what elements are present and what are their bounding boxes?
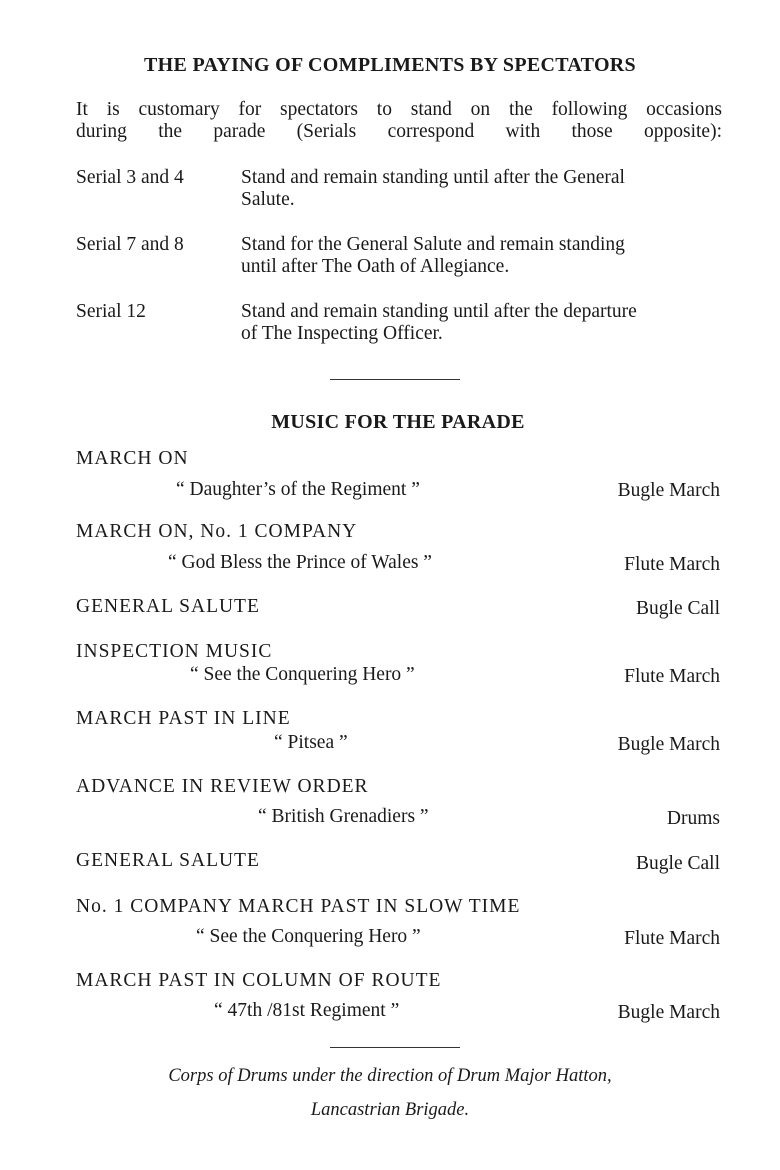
music-heading: ADVANCE IN REVIEW ORDER	[76, 776, 369, 797]
music-type: Flute March	[624, 554, 720, 575]
music-heading: MARCH PAST IN LINE	[76, 708, 291, 729]
music-heading: No. 1 COMPANY MARCH PAST IN SLOW TIME	[76, 896, 521, 917]
serial-text-line: Stand and remain standing until after the departure	[241, 301, 637, 322]
music-heading: GENERAL SALUTE	[76, 596, 260, 617]
credit-line-1: Corps of Drums under the direction of Drum Major Hatton,	[168, 1066, 612, 1086]
serial-label: Serial 7 and 8	[76, 234, 184, 255]
serial-text	[241, 234, 722, 278]
music-tune: “ Daughter’s of the Regiment ”	[176, 479, 420, 500]
serial-text-line: Stand and remain standing until after the General	[241, 167, 625, 188]
music-heading: GENERAL SALUTE	[76, 850, 260, 871]
compliments-title: THE PAYING OF COMPLIMENTS BY SPECTATORS	[144, 54, 636, 76]
music-type: Bugle Call	[636, 853, 720, 874]
music-type: Flute March	[624, 928, 720, 949]
music-heading: INSPECTION MUSIC	[76, 641, 273, 662]
music-type: Bugle March	[617, 734, 720, 755]
music-tune: “ See the Conquering Hero ”	[196, 926, 421, 947]
music-title: MUSIC FOR THE PARADE	[271, 411, 525, 433]
music-tune: “ 47th /81st Regiment ”	[214, 1000, 400, 1021]
serial-text	[241, 167, 722, 211]
music-type: Bugle Call	[636, 598, 720, 619]
music-tune: “ See the Conquering Hero ”	[190, 664, 415, 685]
divider-rule	[330, 379, 460, 380]
serial-text-line: Stand for the General Salute and remain standing	[241, 234, 625, 255]
music-tune: “ God Bless the Prince of Wales ”	[168, 552, 432, 573]
music-heading: MARCH ON	[76, 448, 189, 469]
intro-line-2: during the parade (Serials correspond with those opposite):	[76, 121, 722, 142]
music-heading: MARCH ON, No. 1 COMPANY	[76, 521, 358, 542]
serial-text-line: until after The Oath of Allegiance.	[241, 256, 510, 277]
serial-text	[241, 301, 722, 345]
serial-text-line: of The Inspecting Officer.	[241, 323, 443, 344]
divider-rule	[330, 1047, 460, 1048]
compliments-intro	[76, 99, 722, 143]
serial-text-line: Salute.	[241, 189, 295, 210]
music-type: Bugle March	[617, 480, 720, 501]
music-type: Flute March	[624, 666, 720, 687]
serial-label: Serial 3 and 4	[76, 167, 184, 188]
credit-line-2: Lancastrian Brigade.	[310, 1100, 470, 1120]
music-heading: MARCH PAST IN COLUMN OF ROUTE	[76, 970, 442, 991]
intro-line-1: It is customary for spectators to stand on the following occasions	[76, 99, 722, 120]
music-type: Bugle March	[617, 1002, 720, 1023]
music-type: Drums	[666, 808, 720, 829]
serial-label: Serial 12	[76, 301, 146, 322]
music-tune: “ Pitsea ”	[274, 732, 348, 753]
music-tune: “ British Grenadiers ”	[258, 806, 429, 827]
